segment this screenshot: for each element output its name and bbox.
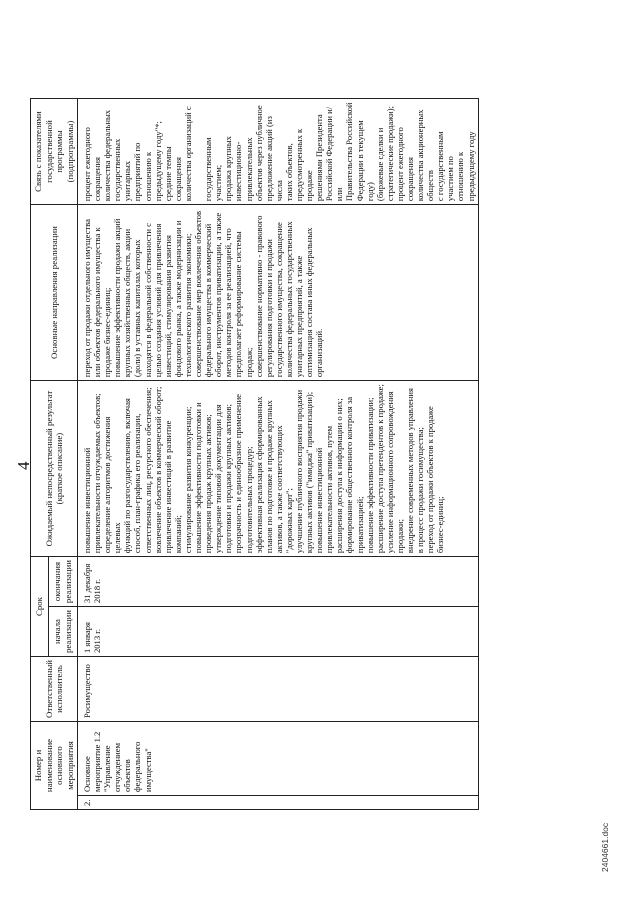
directions-line: инвестиций, стимулирования развития (162, 235, 173, 378)
link-line (193, 102, 203, 201)
directions-line: организаций. (314, 328, 325, 378)
program-table (30, 98, 479, 810)
result-line: повышение инвестиционной (314, 447, 325, 554)
directions-line: оборот, инструментов приватизации, а также (213, 212, 224, 378)
result-line: переход от продажи объектов к продаже (425, 406, 436, 554)
result-line: утверждение типовой документации для (213, 404, 224, 554)
link-line: Федерации в текущем году) (354, 120, 375, 202)
header-link: Связь с показателями государственной программы (подпрограммы) (31, 99, 78, 205)
link-line: средние темпы сокращения (162, 146, 183, 202)
link-line: предусмотренных к продаже (293, 128, 315, 202)
result-line: ответственных лиц, ресурсного обеспечения; (142, 387, 153, 554)
row-responsible: Росимущество (78, 657, 479, 722)
directions-line: продаж; (243, 347, 254, 378)
header-start: начала реализации (48, 607, 77, 657)
result-line: подготовки и продажи крупных активов; (223, 404, 234, 554)
result-line: формирование общественного контроля за (344, 396, 355, 554)
result-line: расширение доступа претендентов к продаже; (374, 384, 385, 554)
result-line: улучшение публичного восприятия продажи (293, 389, 304, 554)
directions-line: крупных хозяйственных обществ, акции (122, 228, 133, 378)
result-line: способ, план-графика его реализации, (132, 413, 143, 554)
link-line: таких объектов, (283, 143, 294, 202)
page-number: 4 (14, 461, 33, 470)
result-line: расширения доступа к информации о них; (334, 398, 345, 554)
directions-line: совершенствование нормативно - правового (253, 215, 264, 378)
result-line: крупных активов ("имиджа" приватизации); (304, 391, 315, 554)
link-line: с государственным участием по (435, 131, 456, 202)
result-line: подготовительных процедур; (243, 446, 254, 554)
directions-line: повышение эффективности продажи акций (112, 218, 123, 378)
result-line: привлечение инвестиций в развитие (162, 420, 173, 554)
header-end: окончания реализации (48, 557, 77, 607)
link-line: процент ежегодного сокращения (82, 127, 103, 202)
result-line: планов по подготовке и продаже крупных (263, 400, 274, 554)
directions-line: унитарных предприятий, а также (293, 255, 304, 378)
row-link (78, 99, 479, 205)
header-term: Срок (31, 557, 49, 657)
link-line: Правительства Российской (344, 102, 355, 202)
link-line: (биржевые сделки и (374, 127, 385, 202)
result-line: повышение эффективности подготовки и (193, 402, 204, 554)
link-line: решениями Президента (314, 114, 325, 202)
result-line: активов, а также соответствующих (273, 425, 284, 554)
result-line: бизнес-единиц; (435, 496, 446, 554)
row-number: 2. (78, 796, 479, 810)
rotated-landscape-page (0, 10, 640, 880)
row-end: 31 декабря 2018 г. (78, 557, 479, 607)
result-line: определение алгоритмов достижения целевых (102, 416, 123, 554)
result-line: "дорожных карт"; (283, 488, 294, 554)
link-line: продажа крупных (223, 136, 234, 202)
link-line: государственных унитарных (112, 138, 133, 202)
directions-line: оптимизация состава иных федеральных (304, 227, 315, 378)
row-directions (78, 205, 479, 381)
directions-line: предполагает реформирование системы (233, 231, 244, 378)
result-line: вовлечение объектов в коммерческий оборот; (152, 386, 163, 554)
link-line: количества акционерных обществ (415, 109, 436, 202)
header-result: Ожидаемый непосредственный результат (краткое описание) (31, 381, 78, 557)
directions-line: фондового рынка, а также модернизации и (172, 220, 183, 378)
directions-line: совершенствование мер вовлечения объектов (193, 210, 204, 378)
result-line: продажи; (394, 519, 405, 554)
header-directions: Основные направления реализации (31, 205, 78, 381)
link-line: предыдущему году"*; (152, 121, 163, 202)
link-line: предприятий по отношению к (132, 142, 153, 202)
directions-line: технологического развития экономики; (182, 233, 193, 378)
result-line: в процесс продажи госимущества; (415, 427, 426, 554)
result-line: повышение эффективности приватизации; (364, 397, 375, 554)
table-row (78, 99, 479, 810)
link-line: Российской Федерации и/или (324, 106, 345, 202)
link-line: государственным участием; (203, 137, 224, 202)
result-line: внедрение современных методов управления (405, 388, 415, 554)
row-result (78, 381, 479, 557)
header-num-name: Номер и наименование основного мероприятия (31, 722, 78, 810)
result-line: приватизацией; (354, 496, 365, 554)
directions-line: методов контроля за ее реализацией, что (223, 228, 234, 378)
result-line: привлекательности отчуждаемых объектов; (92, 393, 103, 554)
directions-line: целью создания условий для привлечения (152, 223, 163, 378)
link-line: предложение акций (из числа (263, 116, 284, 202)
link-line: процент ежегодного сокращения (394, 127, 415, 202)
directions-line: продаже бизнес-единиц; (102, 287, 113, 378)
link-line: отношению к предыдущему году (455, 131, 476, 202)
header-responsible: Ответственный исполнитель (31, 657, 78, 722)
row-name: Основное мероприятие 1.2 "Управление отчуждением объектов федерального имущества" (78, 722, 479, 796)
result-line: функций по разгосударствлению, включая (122, 398, 133, 554)
link-line: количества федеральных (102, 109, 113, 202)
directions-line: федерального имущества в коммерческий (203, 223, 214, 378)
link-line: инвестиционно-привлекательных (233, 137, 254, 202)
footer-filename: 2404661.doc (600, 822, 610, 872)
result-line: стимулирование развития конкуренции; (182, 406, 193, 554)
directions-line: количества федеральных государственных (283, 221, 294, 378)
directions-line: государственного имущества, сокращение (273, 222, 284, 378)
directions-line: (доли) в уставных капиталах которых (132, 239, 143, 378)
link-line: стратегические продажи); (384, 105, 395, 202)
result-line: компаний; (172, 515, 183, 554)
result-line: усиление информационного сопровождения (384, 391, 395, 554)
directions-line: регулирования подготовки и продажи (263, 239, 274, 378)
link-line: объектов через публичное (253, 105, 264, 202)
directions-line: переход от продажи отдельного имущества (82, 219, 92, 378)
result-line: проведения продаж крупных активов; (203, 414, 214, 554)
row-start: 1 января 2013 г. (78, 607, 479, 657)
result-line: повышение инвестиционной (82, 447, 92, 554)
directions-line: находятся в федеральной собственности с (142, 223, 153, 378)
result-line: привлекательности активов, путем (324, 425, 335, 554)
result-line: эффективная реализация сформированных (253, 396, 264, 554)
link-line: количества организаций с (182, 106, 193, 202)
result-line: прозрачность и единообразное применение (233, 394, 244, 554)
directions-line: или объектов федерального имущества к (92, 227, 103, 378)
